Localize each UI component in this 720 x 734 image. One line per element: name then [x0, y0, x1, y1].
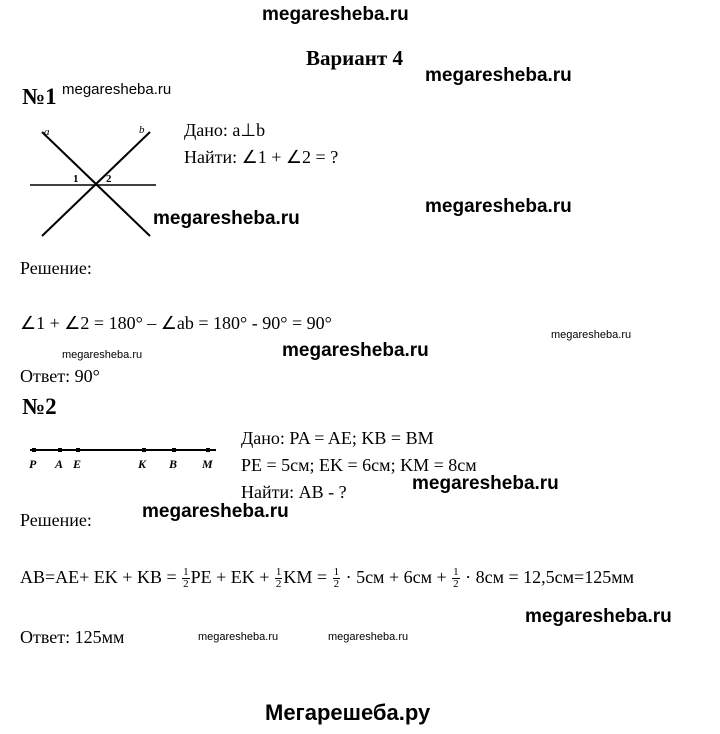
eq-pe: PE + EK + — [190, 567, 274, 587]
watermark: megaresheba.ru — [142, 501, 289, 522]
watermark: megaresheba.ru — [198, 631, 279, 643]
point-a — [58, 448, 62, 452]
watermark: megaresheba.ru — [62, 81, 172, 98]
problem-2-number: №2 — [22, 394, 57, 419]
problem-1-number: №1 — [22, 84, 57, 109]
problem-2-figure — [26, 440, 226, 474]
watermark: megaresheba.ru — [153, 208, 300, 229]
watermark: megaresheba.ru — [525, 606, 672, 627]
problem-1-solution: ∠1 + ∠2 = 180° – ∠ab = 180° - 90° = 90° — [20, 313, 332, 333]
problem-1-solution-label: Решение: — [20, 258, 92, 278]
problem-2-given-2: PE = 5см; EK = 6см; KM = 8см — [241, 455, 477, 475]
watermark: megaresheba.ru — [282, 340, 429, 361]
eq-end: · 8см = 12,5см=125мм — [460, 567, 634, 587]
problem-1-given: Дано: a⊥b — [184, 120, 266, 140]
problem-2-answer: Ответ: 125мм — [20, 627, 125, 647]
watermark: megaresheba.ru — [62, 349, 143, 361]
label-k: K — [138, 457, 147, 471]
variant-title: Вариант 4 — [306, 46, 403, 70]
point-e — [76, 448, 80, 452]
label-m: M — [202, 457, 213, 471]
label-a: A — [55, 457, 64, 471]
fraction-half: $\frac{1}{2}$ — [453, 566, 459, 591]
watermark: megaresheba.ru — [425, 196, 572, 217]
label-a: a — [44, 126, 50, 138]
label-e: E — [73, 457, 82, 471]
watermark: megaresheba.ru — [551, 329, 632, 341]
watermark: megaresheba.ru — [328, 631, 409, 643]
point-b — [172, 448, 176, 452]
problem-2-find: Найти: AB - ? — [241, 482, 347, 502]
fraction-half: $\frac{1}{2}$ — [183, 566, 189, 591]
problem-1-answer: Ответ: 90° — [20, 366, 100, 386]
problem-2-given-1: Дано: PA = AE; KB = BM — [241, 428, 434, 448]
footer-watermark: Мегарешеба.ру — [265, 700, 431, 725]
watermark: megaresheba.ru — [425, 65, 572, 86]
problem-1-figure — [26, 118, 166, 242]
eq-km: KM = — [283, 567, 332, 587]
angle-1-label: 1 — [73, 173, 79, 185]
point-p — [32, 448, 36, 452]
angle-2-label: 2 — [106, 173, 112, 185]
fraction-half: $\frac{1}{2}$ — [275, 566, 282, 591]
point-m — [206, 448, 210, 452]
eq-start: AB=AE+ EK + KB = — [20, 567, 182, 587]
label-b: b — [139, 124, 145, 136]
label-b: B — [169, 457, 178, 471]
problem-2-equation — [20, 567, 634, 590]
fraction-half: $\frac{1}{2}$ — [333, 566, 340, 591]
label-p: P — [29, 457, 37, 471]
watermark: megaresheba.ru — [412, 473, 559, 494]
problem-1-find: Найти: ∠1 + ∠2 = ? — [184, 147, 339, 167]
header-watermark: megaresheba.ru — [262, 4, 409, 25]
eq-mid: · 5см + 6см + — [341, 567, 452, 587]
point-k — [142, 448, 146, 452]
problem-2-solution-label: Решение: — [20, 510, 92, 530]
